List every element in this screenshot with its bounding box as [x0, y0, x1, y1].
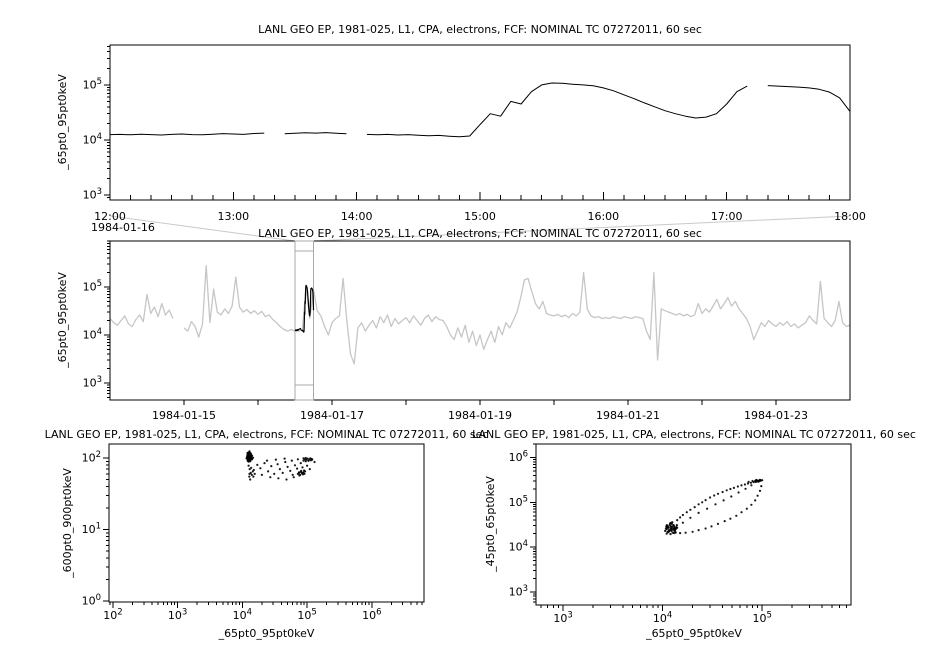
panel-overview-plot[interactable]	[83, 241, 850, 422]
x-tick-label: 1984-01-21	[596, 409, 660, 422]
x-tick-label: 14:00	[340, 210, 373, 223]
plot-frame-top-detail-plot[interactable]	[110, 45, 850, 200]
y-axis-scatter-45-65[interactable]	[509, 444, 536, 602]
x-tick-label: 1984-01-19	[448, 409, 512, 422]
log-tick-label: $10^4$	[232, 607, 253, 622]
log-tick-label: $10^3$	[167, 607, 188, 622]
log-tick-label: $10^5$	[82, 278, 102, 294]
y-axis-scatter-600-900[interactable]	[82, 450, 109, 608]
overview-plot-series-line	[110, 266, 850, 364]
x-tick-label: 13:00	[217, 210, 250, 223]
top-plot-title: LANL GEO EP, 1981-025, L1, CPA, electrons, FCF: NOMINAL TC 07272011, 60 sec	[258, 23, 702, 36]
x-axis-top-detail-plot[interactable]	[94, 192, 866, 223]
x-tick-label: 15:00	[464, 210, 496, 223]
scatter-45-65-points	[664, 479, 763, 536]
log-tick-label: $10^5$	[82, 76, 102, 92]
x-tick-label: 18:00	[834, 210, 866, 223]
log-tick-label: $10^1$	[81, 521, 101, 537]
scatter-right-xlabel: _65pt0_95pt0keV	[646, 627, 742, 640]
scatter-right-title: LANL GEO EP, 1981-025, L1, CPA, electrons, FCF: NOMINAL TC 07272011, 60 sec	[472, 428, 916, 441]
scatter-left-title: LANL GEO EP, 1981-025, L1, CPA, electrons, FCF: NOMINAL TC 07272011, 60 sec	[44, 428, 489, 441]
x-tick-label: 1984-01-15	[152, 409, 216, 422]
log-tick-label: $10^4$	[82, 326, 102, 342]
panel-top-detail-plot[interactable]	[83, 45, 866, 223]
x-tick-label: 12:00	[94, 210, 126, 223]
y-axis-top-detail-plot[interactable]	[83, 46, 110, 201]
log-tick-label: $10^5$	[508, 494, 528, 509]
x-tick-label: 17:00	[710, 210, 743, 223]
log-tick-label: $10^4$	[508, 539, 528, 554]
top-plot-ylabel: _65pt0_95pt0keV	[56, 74, 69, 170]
scatter-left-xlabel: _65pt0_95pt0keV	[218, 627, 315, 640]
scatter-600-900-points	[245, 450, 315, 480]
x-axis-scatter-600-900[interactable]	[103, 602, 422, 622]
log-tick-label: $10^6$	[362, 607, 382, 622]
overview-plot-title: LANL GEO EP, 1981-025, L1, CPA, electrons, FCF: NOMINAL TC 07272011, 60 sec	[258, 227, 702, 240]
log-tick-label: $10^6$	[508, 449, 528, 464]
x-axis-scatter-45-65[interactable]	[541, 605, 846, 625]
x-tick-label: 1984-01-17	[300, 409, 364, 422]
log-tick-label: $10^3$	[82, 374, 102, 390]
log-tick-label: $10^3$	[553, 610, 573, 625]
log-tick-label: $10^4$	[82, 131, 102, 147]
x-tick-label: 1984-01-23	[744, 409, 808, 422]
top-detail-plot-series-line	[110, 83, 850, 137]
scatter-left-ylabel: _600pt0_900pt0keV	[61, 468, 74, 578]
plot-frame-overview-plot[interactable]	[110, 241, 850, 400]
panel-scatter-45-65[interactable]	[509, 444, 851, 625]
log-tick-label: $10^0$	[81, 593, 101, 608]
log-tick-label: $10^3$	[508, 583, 528, 599]
top-plot-date-label: 1984-01-16	[91, 221, 155, 234]
log-tick-label: $10^3$	[82, 186, 102, 202]
log-tick-label: $10^2$	[81, 450, 101, 465]
x-axis-overview-plot[interactable]	[152, 400, 808, 422]
plot-frame-scatter-45-65[interactable]	[536, 444, 851, 605]
overview-plot-ylabel: _65pt0_95pt0keV	[56, 272, 69, 368]
log-tick-label: $10^5$	[297, 607, 317, 622]
y-axis-overview-plot[interactable]	[83, 241, 110, 397]
plot-frame-scatter-600-900[interactable]	[109, 444, 424, 602]
panel-scatter-600-900[interactable]	[82, 444, 424, 622]
scatter-right-ylabel: _45pt0_65pt0keV	[484, 476, 497, 572]
log-tick-label: $10^2$	[103, 607, 123, 622]
x-tick-label: 16:00	[587, 210, 620, 223]
log-tick-label: $10^4$	[652, 610, 673, 625]
log-tick-label: $10^5$	[752, 610, 772, 625]
